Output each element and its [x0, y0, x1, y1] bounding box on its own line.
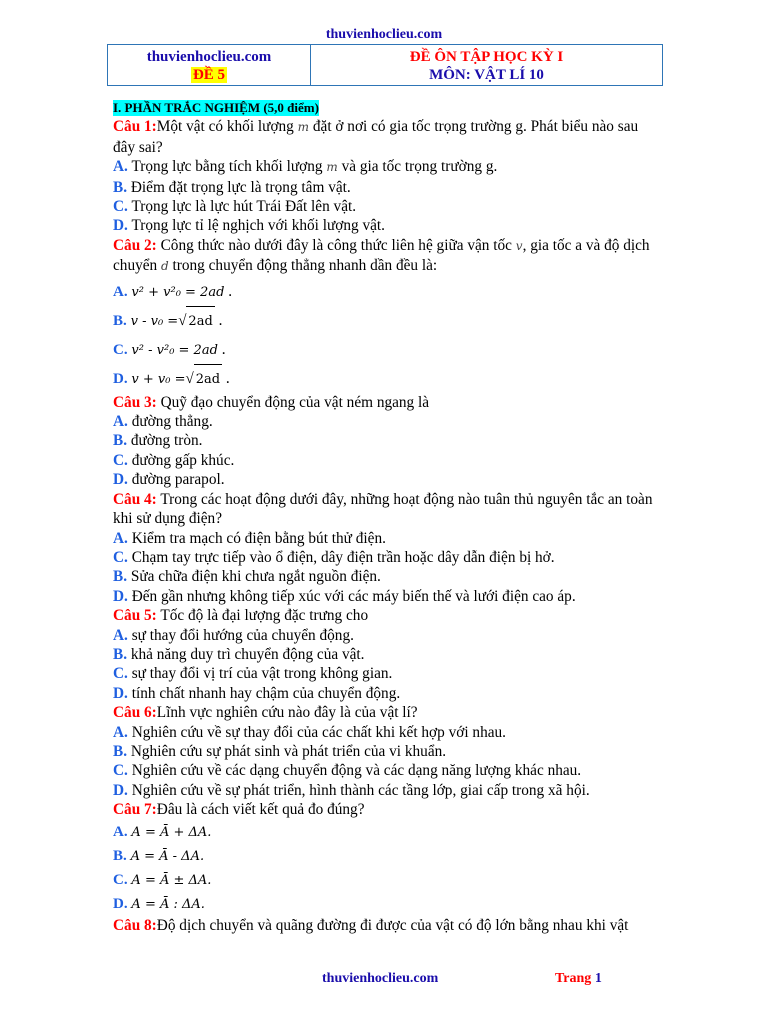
option-c — [113, 761, 653, 780]
question-label: Câu 6: — [113, 704, 157, 722]
option-d — [113, 470, 653, 489]
option-label: A. — [113, 723, 128, 741]
option-text: khả năng duy trì chuyển động của vật. — [130, 645, 365, 663]
math-variable: v — [515, 238, 523, 253]
option-label: D. — [113, 471, 128, 489]
option-label: B. — [113, 432, 128, 450]
formula: v + v₀ = — [131, 371, 186, 387]
question-text: Độ dịch chuyển và quãng đường đi được của vật có độ lớn bằng nhau khi vật — [156, 916, 629, 934]
option-d — [113, 892, 653, 916]
option-a — [113, 820, 653, 844]
formula: A = Ā ± ΔA. — [131, 872, 212, 888]
option-b — [113, 431, 653, 450]
formula: A = Ā + ΔA. — [131, 824, 212, 840]
question-label: Câu 5: — [113, 607, 157, 625]
option-text: Kiểm tra mạch có điện bằng bút thử điện. — [131, 529, 386, 547]
page-num: 1 — [594, 971, 602, 986]
formula: v - v₀ = — [130, 313, 179, 329]
option-text: Trọng lực bằng tích khối lượng — [131, 158, 323, 176]
question-4 — [113, 490, 653, 529]
option-text: tính chất nhanh hay chậm của chuyển động. — [131, 684, 401, 702]
question-2 — [113, 236, 653, 277]
header-site: thuvienhoclieu.com — [146, 49, 272, 65]
option-c — [113, 548, 653, 567]
option-d — [113, 216, 653, 235]
option-text: đường thẳng. — [131, 413, 213, 431]
option-b — [113, 567, 653, 586]
formula: A = Ā - ΔA. — [130, 848, 205, 864]
question-7 — [113, 800, 653, 819]
option-label: A. — [113, 413, 128, 431]
option-text: và gia tốc trọng trường g. — [341, 158, 498, 176]
option-b — [113, 645, 653, 664]
option-text: đường parapol. — [131, 471, 225, 489]
question-text: Quỹ đạo chuyển động của vật ném ngang là — [160, 393, 430, 411]
option-c: C. v² - v²₀ = 2ad . — [113, 340, 226, 358]
question-text: trong chuyển động thẳng nhanh dần đều là: — [172, 257, 438, 275]
option-label: D. — [113, 370, 128, 387]
footer-site-link[interactable]: thuvienhoclieu.com — [322, 971, 439, 986]
option-b — [113, 844, 653, 868]
option-d — [113, 587, 653, 606]
option-text: Đến gần nhưng không tiếp xúc với các máy biến thế và lưới điện cao áp. — [131, 587, 576, 605]
question-label: Câu 1: — [113, 118, 157, 136]
option-a — [113, 529, 653, 548]
question-text: Công thức nào dưới đây là công thức liên hệ giữa vận tốc — [160, 236, 512, 254]
question-1 — [113, 117, 653, 157]
formula-radicand: 2ad — [186, 306, 214, 336]
page-number — [555, 971, 602, 987]
math-variable: m — [326, 160, 338, 175]
option-label: B. — [113, 847, 127, 864]
option-b: B. v - v₀ =√ 2ad . — [113, 306, 653, 335]
option-label: D. — [113, 781, 128, 799]
option-b — [113, 742, 653, 761]
option-text: đường gấp khúc. — [131, 451, 235, 469]
question-label: Câu 4: — [113, 490, 157, 508]
option-text: Trọng lực là lực hút Trái Đất lên vật. — [131, 198, 357, 216]
option-d — [113, 781, 653, 800]
option-label: C. — [113, 665, 128, 683]
exam-code: ĐỀ 5 — [192, 67, 226, 83]
option-label: B. — [113, 312, 127, 329]
option-text: Nghiên cứu về sự phát triển, hình thành các tầng lớp, giai cấp trong xã hội. — [131, 781, 590, 799]
option-label: D. — [113, 217, 128, 235]
option-label: A. — [113, 158, 128, 176]
question-text: , gia tốc a và độ dịch chuyển — [113, 236, 650, 275]
option-label: D. — [113, 895, 128, 912]
option-label: A. — [113, 283, 128, 300]
option-c — [113, 451, 653, 470]
option-text: Trọng lực tỉ lệ nghịch với khối lượng vật. — [131, 217, 386, 235]
exam-subject: MÔN: VẬT LÍ 10 — [429, 67, 544, 83]
option-label: C. — [113, 341, 128, 358]
option-a: A. v² + v²₀ = 2ad . — [113, 282, 233, 300]
math-variable: m — [297, 120, 310, 135]
header-right-cell — [311, 45, 662, 85]
option-label: C. — [113, 451, 128, 469]
question-5 — [113, 606, 653, 625]
option-label: C. — [113, 548, 128, 566]
option-d — [113, 684, 653, 703]
option-label: B. — [113, 568, 128, 586]
option-a — [113, 157, 653, 177]
option-d: D. v + v₀ =√ 2ad . — [113, 364, 653, 393]
option-label: C. — [113, 762, 128, 780]
option-text: Nghiên cứu sự phát sinh và phát triển của vi khuẩn. — [130, 742, 447, 760]
question-text: Tốc độ là đại lượng đặc trưng cho — [160, 607, 369, 625]
exam-title: ĐỀ ÔN TẬP HỌC KỲ I — [409, 49, 564, 65]
formula: v² + v²₀ = 2ad — [131, 284, 225, 300]
question-text: đặt ở nơi có gia tốc trọng trường g. Phát biểu nào sau đây sai? — [113, 118, 639, 156]
option-text: Nghiên cứu về các dạng chuyển động và các dạng năng lượng khác nhau. — [131, 762, 582, 780]
question-text: Một vật có khối lượng — [156, 118, 294, 136]
option-text: Sửa chữa điện khi chưa ngắt nguồn điện. — [130, 568, 381, 586]
option-label: D. — [113, 587, 128, 605]
section-title: I. PHẦN TRẮC NGHIỆM (5,0 điểm) — [113, 100, 319, 115]
question-8 — [113, 916, 653, 935]
question-label: Câu 7: — [113, 801, 157, 819]
exam-content — [113, 98, 653, 935]
question-text: Đâu là cách viết kết quả đo đúng? — [156, 801, 365, 819]
site-header-link[interactable]: thuvienhoclieu.com — [325, 27, 443, 42]
option-c — [113, 197, 653, 216]
option-text: Chạm tay trực tiếp vào ổ điện, dây điện trần hoặc dây dẫn điện bị hở. — [131, 548, 555, 566]
option-label: C. — [113, 871, 128, 888]
option-label: A. — [113, 529, 128, 547]
option-label: B. — [113, 742, 128, 760]
question-text: Lĩnh vực nghiên cứu nào đây là của vật lí? — [156, 704, 418, 722]
question-3 — [113, 393, 653, 412]
header-left-cell — [108, 45, 311, 85]
math-variable: d — [161, 259, 169, 274]
option-label: D. — [113, 684, 128, 702]
question-label: Câu 8: — [113, 916, 157, 934]
option-label: A. — [113, 823, 128, 840]
option-a — [113, 412, 653, 431]
option-label: B. — [113, 645, 128, 663]
question-text: Trong các hoạt động dưới đây, những hoạt động nào tuân thủ nguyên tắc an toàn khi sử dụng điện? — [113, 490, 653, 528]
exam-header-table — [107, 44, 663, 86]
formula-radicand: 2ad — [194, 364, 222, 394]
option-c — [113, 664, 653, 683]
question-label: Câu 2: — [113, 236, 157, 254]
option-text: Điểm đặt trọng lực là trọng tâm vật. — [130, 178, 351, 196]
option-label: C. — [113, 198, 128, 216]
option-b — [113, 178, 653, 197]
question-label: Câu 3: — [113, 393, 157, 411]
question-6 — [113, 703, 653, 722]
option-a — [113, 723, 653, 742]
option-label: B. — [113, 178, 128, 196]
option-text: sự thay đổi vị trí của vật trong không gian. — [131, 665, 393, 683]
option-c — [113, 868, 653, 892]
option-text: đường tròn. — [130, 432, 203, 450]
formula: A = Ā : ΔA. — [131, 896, 205, 912]
formula: v² - v²₀ = 2ad — [131, 342, 218, 358]
page-word: Trang — [555, 971, 592, 986]
option-label: A. — [113, 626, 128, 644]
option-text: sự thay đổi hướng của chuyển động. — [131, 626, 354, 644]
option-text: Nghiên cứu về sự thay đổi của các chất khi kết hợp với nhau. — [131, 723, 506, 741]
option-a — [113, 626, 653, 645]
